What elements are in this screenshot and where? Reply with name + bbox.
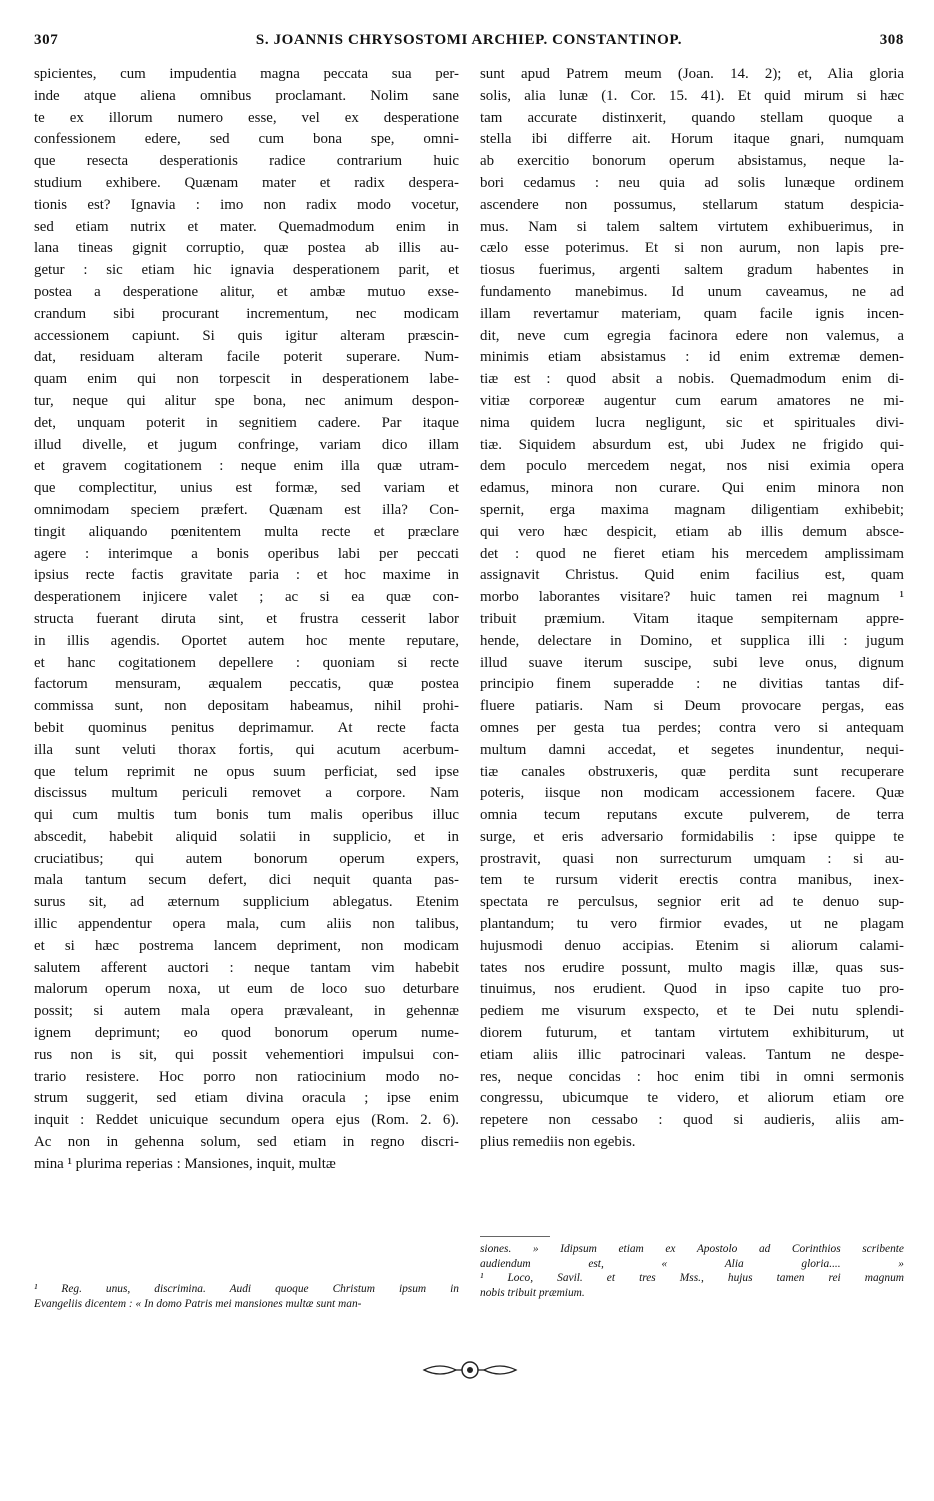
footnote-line: nobis tribuit præmium.	[480, 1286, 585, 1299]
page-number-right: 308	[879, 32, 904, 48]
text-line: assignavit Christus. Quid enim facilius est, quam	[480, 567, 904, 584]
text-line: dit, neve cum egregia facinora edere non valemus, a	[480, 327, 904, 344]
text-line: factorum mensuram, æqualem peccatis, quæ postea	[34, 676, 459, 693]
text-line: mala tantum secum defert, dici nequit quanta pas-	[34, 872, 459, 889]
running-title: S. JOANNIS CHRYSOSTOMI ARCHIEP. CONSTANTINOP.	[255, 32, 683, 48]
text-line: tiæ canales obstruxeris, quæ perdita sunt recuperare	[480, 763, 904, 780]
text-line: dem poculo mercedem negat, nos nisi eximia opera	[480, 458, 904, 475]
text-line: et si hæc postrema lancem depriment, non modicam	[34, 937, 459, 954]
text-line: omnes per gesta tua perdes; contra vero si antequam	[480, 719, 904, 736]
text-line: agere : interimque a bonis operibus labi per peccati	[34, 545, 459, 562]
text-line: qui vero hæc despicit, etiam ab illis demum absce-	[480, 523, 904, 540]
ornament-icon	[420, 1358, 520, 1382]
text-line: confessionem edere, sed cum bona spe, omni-	[34, 131, 459, 148]
text-line: det : quod ne fieret etiam his mercedem amplissimam	[480, 545, 904, 562]
text-line: tur, neque qui alitur spe bona, nec animum despon-	[34, 392, 459, 409]
text-line: spernit, erga maxima magnam diligentiam exhibebit;	[480, 501, 904, 518]
text-line: congressu, ubicumque te videro, et aliorum etiam ore	[480, 1090, 904, 1107]
text-line: mina ¹ plurima reperias : Mansiones, inquit, multæ	[34, 1155, 336, 1172]
text-line: trario resistere. Hoc porro non ratiocinium modo no-	[34, 1068, 459, 1085]
text-line: Ac non in gehenna solum, sed etiam in regno discri-	[34, 1134, 459, 1151]
text-line: desperationem injicere valet ; ac si ea quæ con-	[34, 589, 459, 606]
text-line: studium exhibere. Quænam mater et radix despera-	[34, 174, 459, 191]
page-number-left: 307	[34, 32, 59, 48]
text-line: tiæ est : quod absit a nobis. Quemadmodum enim di-	[480, 371, 904, 388]
text-line: tionis est? Ignavia : imo non radix modo vocetur,	[34, 196, 459, 213]
text-line: tiæ. Siquidem absurdum est, ubi Judex ne frigido qui-	[480, 436, 904, 453]
text-line: spectata re perculsus, segnior erit ad te denuo sup-	[480, 894, 904, 911]
text-line: rus non is sit, qui possit vehementiori impulsui con-	[34, 1046, 459, 1063]
text-line: illam revertamur materiam, quam facile ignis incen-	[480, 305, 904, 322]
text-line: etiam aliis illic patrocinari valeas. Tantum ne despe-	[480, 1046, 904, 1063]
text-line: nima quidem lucra negligunt, sic et spirituales divi-	[480, 414, 904, 431]
text-line: fluere patiaris. Nam si Deum provocare pergas, eas	[480, 698, 904, 715]
text-line: cruciatibus; qui autem bonorum operum expers,	[34, 850, 459, 867]
text-line: inquit : Reddet unicuique secundum opera ejus (Rom. 2. 6).	[34, 1112, 459, 1129]
text-line: bebit quominus penitus deprimamur. At recte facta	[34, 719, 459, 736]
text-line: tiosus fuerimus, argenti saltem gradum habentes in	[480, 262, 904, 279]
footnote-line: ¹ Loco, Savil. et tres Mss., hujus tamen rei magnum	[480, 1272, 904, 1284]
text-line: et hanc cogitationem depellere : quoniam si recte	[34, 654, 459, 671]
text-line: qui cum multis tum bonis tum malis operibus illuc	[34, 807, 459, 824]
text-line: in illis agendis. Oportet autem hoc mente reputare,	[34, 632, 459, 649]
text-line: structa fuerant diruta sint, et frustra cesserit labor	[34, 610, 459, 627]
right-column	[480, 64, 904, 1154]
text-line: surus sit, ad æternum supplicium ablegatus. Etenim	[34, 894, 459, 911]
text-line: malorum operum noxa, ut eum de loco suo deturbare	[34, 981, 459, 998]
text-line: ignem deprimunt; eo quod bonorum operum nume-	[34, 1025, 459, 1042]
text-line: te ex illorum numero esse, vel ex desperatione	[34, 109, 459, 126]
text-line: res, neque concidas : hoc enim tibi in omni sermonis	[480, 1068, 904, 1085]
text-line: accessionem capiunt. Si quis igitur alteram præscin-	[34, 327, 459, 344]
text-line: minimis etiam absistamus : id enim extremæ demen-	[480, 349, 904, 366]
text-line: repetere non cessabo : quod si audieris, aliis am-	[480, 1112, 904, 1129]
text-line: diorem futurum, et tantam virtutem exhibiturum, ut	[480, 1025, 904, 1042]
text-line: edamus, minora non curare. Qui enim minora non	[480, 480, 904, 497]
text-line: possit; si autem mala opera prævaleant, in gehennæ	[34, 1003, 459, 1020]
text-line: illa sunt veluti thorax fortis, qui acutum acerbum-	[34, 741, 459, 758]
right-footnote	[480, 1242, 904, 1300]
text-line: ascendere non possumus, stellarum statum despicia-	[480, 196, 904, 213]
text-line: fundamento manebimus. Id unum caveamus, ne ad	[480, 283, 904, 300]
text-line: getur : sic etiam hic ignavia desperationem parit, et	[34, 262, 459, 279]
text-line: ab exercitio bonorum operum absistamus, neque la-	[480, 153, 904, 170]
text-line: cælo esse poterimus. Et si non aurum, non lapis pre-	[480, 240, 904, 257]
footnote-line: ¹ Reg. unus, discrimina. Audi quoque Christum ipsum in	[34, 1283, 459, 1295]
text-line: mus. Nam si talem saltem virtutem exhibuerimus, in	[480, 218, 904, 235]
text-line: tem te rursum viderit erectis contra manibus, inex-	[480, 872, 904, 889]
text-line: hujusmodi denuo accipias. Etenim si aliorum calami-	[480, 937, 904, 954]
text-line: omnia tecum reputans excute pulverem, de terra	[480, 807, 904, 824]
footnote-rule	[480, 1236, 550, 1237]
text-line: illud divelle, et jugum confringe, variam dico illam	[34, 436, 459, 453]
text-line: principio finem superadde : ne divitias tantas dif-	[480, 676, 904, 693]
text-line: bori cedamus : neu quia ad solis lunæque ordinem	[480, 174, 904, 191]
left-column	[34, 64, 459, 1176]
text-line: abscedit, habebit aliquid solatii in supplicio, et in	[34, 828, 459, 845]
text-line: pediem me visurum exspecto, et te Dei nutu splendi-	[480, 1003, 904, 1020]
text-line: inde atque aliena omnibus proclamant. Nolim sane	[34, 87, 459, 104]
text-line: tingit aliquando pœnitentem multa recte et præclare	[34, 523, 459, 540]
text-line: salutem afferent auctori : neque tantam vim habebit	[34, 959, 459, 976]
text-line: commissa sunt, non depositam habeamus, nihil prohi-	[34, 698, 459, 715]
text-line: que telum reprimit ne opus suum perficiat, sed ipse	[34, 763, 459, 780]
footnote-line: siones. » Idipsum etiam ex Apostolo ad Corinthios scribente	[480, 1243, 904, 1255]
text-line: sed etiam nutrix et mater. Quemadmodum enim in	[34, 218, 459, 235]
text-line: et gravem cogitationem : neque enim illa quæ utram-	[34, 458, 459, 475]
text-line: stella ibi differre ait. Horum itaque gnari, numquam	[480, 131, 904, 148]
text-line: tam accurate distinxerit, quando stellam quoque a	[480, 109, 904, 126]
footnote-line: audiendum est, « Alia gloria.... »	[480, 1257, 904, 1270]
text-line: omnimodam speciem præfert. Quænam est illa? Con-	[34, 501, 459, 518]
text-line: morbo laborantes visitare? huic tamen rei magnum ¹	[480, 589, 904, 606]
text-line: sunt apud Patrem meum (Joan. 14. 2); et, Alia gloria	[480, 66, 904, 82]
text-line: tinuimus, nos erudient. Quod in ipso capite tuo pro-	[480, 981, 904, 998]
text-line: lana tineas gignit corruptio, quæ postea ab illis au-	[34, 240, 459, 257]
text-line: plantandum; tu vero firmior evades, ut ne plagam	[480, 916, 904, 933]
text-line: quam enim qui non torpescit in desperationem labe-	[34, 371, 459, 388]
text-line: discissus multum periculi removet a corpore. Nam	[34, 785, 459, 802]
text-line: solis, alia lunæ (1. Cor. 15. 41). Et quid mirum si hæc	[480, 87, 904, 104]
text-line: que resecta desperationis radice contrarium huic	[34, 153, 459, 170]
text-line: surge, et eris adversario formidabilis : ipse quippe te	[480, 828, 904, 845]
text-line: prostravit, quasi non surrecturum umquam : si au-	[480, 850, 904, 867]
text-line: illic appendentur opera mala, cum aliis non talibus,	[34, 916, 459, 933]
text-line: dat, residuam alteram facile poterit superare. Num-	[34, 349, 459, 366]
text-line: tribuit præmium. Vitam itaque sempiternam appre-	[480, 610, 904, 627]
text-line: vitiæ corporeæ augentur cum earum amatores ne mi-	[480, 392, 904, 409]
left-footnote	[34, 1282, 459, 1311]
page-header	[34, 32, 904, 56]
text-line: hende, delectare in Domino, et supplica illi : jugum	[480, 632, 904, 649]
text-line: que complectitur, unius est formæ, sed variam et	[34, 480, 459, 497]
footnote-line: Evangeliis dicentem : « In domo Patris mei mansiones multæ sunt man-	[34, 1297, 362, 1310]
text-line: multum damni accedat, et segetes inundentur, nequi-	[480, 741, 904, 758]
text-line: tates nos erudire possunt, multo magis illæ, quas sus-	[480, 959, 904, 976]
text-line: postea a desperatione alitur, et ambæ mutuo exse-	[34, 283, 459, 300]
text-line: det, unquam poterit in segnitiem cadere. Par itaque	[34, 414, 459, 431]
text-line: spicientes, cum impudentia magna peccata sua per-	[34, 66, 459, 82]
text-line: illud suave iterum suscipe, subi leve onus, dignum	[480, 654, 904, 671]
text-line: poteris, iisque non modicam accessionem facere. Quæ	[480, 785, 904, 802]
text-line: crandum sibi procurant incrementum, nec modicam	[34, 305, 459, 322]
text-line: ipsius recte factis gravitate paria : et hoc maxime in	[34, 567, 459, 584]
text-line: strum suggerit, sed etiam divina oracula ; ipse enim	[34, 1090, 459, 1107]
text-line: plius remediis non egebis.	[480, 1134, 636, 1151]
